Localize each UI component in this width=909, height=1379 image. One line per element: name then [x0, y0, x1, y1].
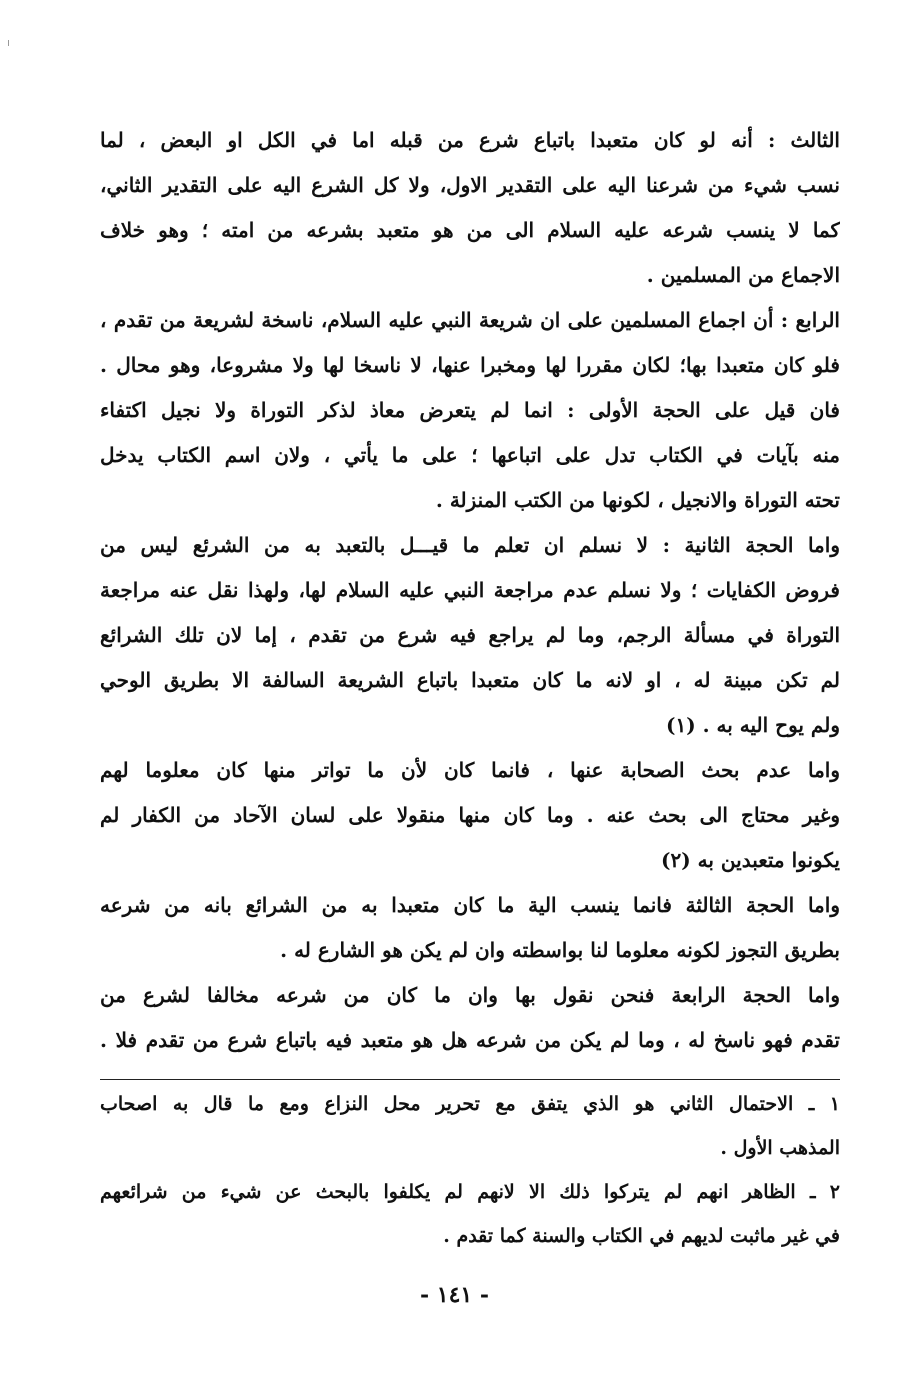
text-line: فلو كان متعبدا بها؛ لكان مقررا لها ومخبرا عنها، لا ناسخا لها ولا مشروعا، وهو محال . [100, 353, 840, 377]
body-text [100, 118, 840, 1063]
text-line: نسب شيء من شرعنا اليه على التقدير الاول، ولا كل الشرع اليه على التقدير الثاني، [100, 173, 840, 197]
text-line: بطريق التجوز لكونه معلوما لنا بواسطته وان لم يكن هو الشارع له . [280, 938, 840, 962]
footnote-line: المذهب الأول . [720, 1137, 840, 1159]
text-line: واما الحجة الثانية : لا نسلم ان تعلم ما قيـــل بالتعبد به من الشرئع ليس من [100, 533, 840, 557]
footnote-line: في غير ماثبت لديهم في الكتاب والسنة كما تقدم . [443, 1225, 840, 1247]
text-line: الرابع : أن اجماع المسلمين على ان شريعة النبي عليه السلام، ناسخة لشريعة من تقدم ، [100, 308, 840, 332]
text-line: وغير محتاج الى بحث عنه . وما كان منها منقولا على لسان الآحاد من الكفار لم [100, 803, 840, 827]
text-line: واما الحجة الرابعة فنحن نقول بها وان ما كان من شرعه مخالفا لشرع من [100, 983, 840, 1007]
text-line: فروض الكفايات ؛ ولا نسلم عدم مراجعة النبي عليه السلام لها، ولهذا نقل عنه مراجعة [100, 578, 840, 602]
page-content [100, 118, 840, 1258]
text-line: كما لا ينسب شرعه عليه السلام الى من هو متعبد بشرعه من امته ؛ وهو خلاف [100, 218, 840, 242]
footnote-line: ١ ـ الاحتمال الثاني هو الذي يتفق مع تحرير محل النزاع ومع ما قال به اصحاب [100, 1093, 840, 1115]
text-line: ولم يوح اليه به . (١) [665, 713, 840, 737]
footnote-line: ٢ ـ الظاهر انهم لم يتركوا ذلك الا لانهم لم يكلفوا بالبحث عن شيء من شرائعهم [100, 1181, 840, 1203]
text-line: التوراة في مسألة الرجم، وما لم يراجع فيه شرع من تقدم ، إما لان تلك الشرائع [100, 623, 840, 647]
text-line: الثالث : أنه لو كان متعبدا باتباع شرع من قبله اما في الكل او البعض ، لما [100, 128, 840, 152]
text-line: واما الحجة الثالثة فانما ينسب الية ما كان متعبدا به من الشرائع بانه من شرعه [100, 893, 840, 917]
text-line: الاجماع من المسلمين . [646, 263, 840, 287]
text-line: فان قيل على الحجة الأولى : انما لم يتعرض معاذ لذكر التوراة ولا نجيل اكتفاء [100, 398, 840, 422]
text-line: واما عدم بحث الصحابة عنها ، فانما كان لأن ما تواتر منها كان معلوما لهم [100, 758, 840, 782]
page-number: - ١٤١ - [419, 1282, 490, 1308]
text-line: منه بآيات في الكتاب تدل على اتباعها ؛ على ما يأتي ، ولان اسم الكتاب يدخل [100, 443, 840, 467]
footnote-divider [100, 1079, 840, 1080]
scan-speck [8, 40, 9, 46]
text-line: يكونوا متعبدين به (٢) [661, 848, 840, 872]
text-line: تقدم فهو ناسخ له ، وما لم يكن من شرعه هل هو متعبد فيه باتباع شرع من تقدم فلا . [100, 1028, 840, 1052]
text-line: تحته التوراة والانجيل ، لكونها من الكتب المنزلة . [435, 488, 840, 512]
text-line: لم تكن مبينة له ، او لانه ما كان متعبدا باتباع الشريعة السالفة الا بطريق الوحي [100, 668, 840, 692]
footnotes [100, 1082, 840, 1258]
